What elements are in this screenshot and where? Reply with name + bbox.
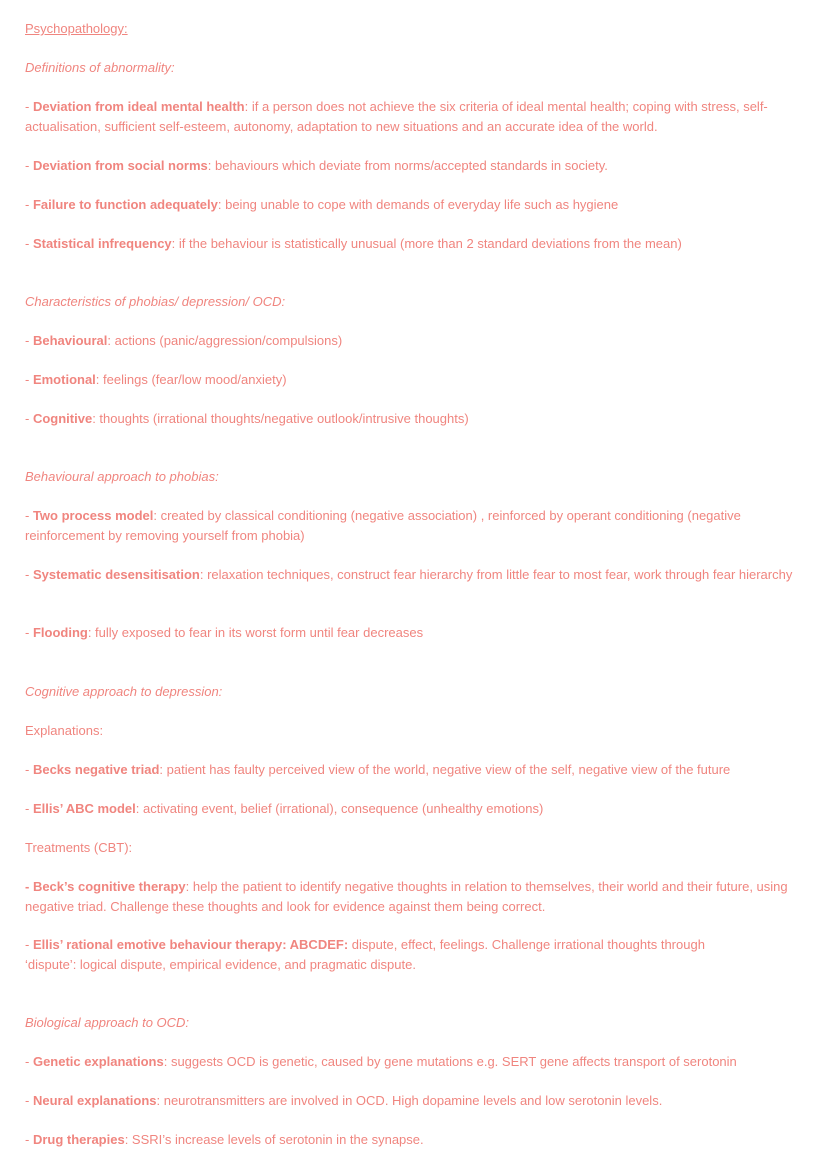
item-term: Deviation from social norms (32, 158, 208, 173)
list-item: - Two process model: created by classical conditioning (negative association) , reinforced by operant conditioning (negative reinforcement by removing yourself from phobia) (25, 508, 741, 543)
item-term: Systematic desensitisation (32, 567, 200, 582)
list-item: - Deviation from ideal mental health: if a person does not achieve the six criteria of ideal mental health; coping with stress, self-actualisation, sufficient self-esteem, autonomy, adaptation to new situations and an accurate idea of the world. (25, 99, 768, 134)
item-term: - Beck’s cognitive therapy (25, 879, 186, 894)
list-item: - Beck’s cognitive therapy: help the patient to identify negative thoughts in relation to themselves, their world and their future, using negative triad. Challenge these thoughts and look for evidence against them being correct. (25, 879, 788, 914)
item-term: Behavioural (32, 333, 108, 348)
list-item: - Cognitive: thoughts (irrational thoughts/negative outlook/intrusive thoughts) (25, 411, 469, 426)
list-item: - Ellis’ rational emotive behaviour therapy: ABCDEF: dispute, effect, feelings. Challenge irrational thoughts through ‘dispute’: logical dispute, empirical evidence, and pragmatic dispute. (25, 937, 705, 972)
item-term: Cognitive (32, 411, 93, 426)
list-item: - Emotional: feelings (fear/low mood/anxiety) (25, 372, 287, 387)
treatments-label: Treatments (CBT): (25, 840, 133, 855)
item-term: Two process model (32, 508, 154, 523)
document-title: Psychopathology: (25, 21, 128, 36)
item-term: Flooding (32, 625, 88, 640)
list-item: - Genetic explanations: suggests OCD is genetic, caused by gene mutations e.g. SERT gene affects transport of serotonin (25, 1054, 737, 1069)
item-term: Genetic explanations (32, 1054, 164, 1069)
explanations-label: Explanations: (25, 723, 104, 738)
section-heading-biological: Biological approach to OCD: (25, 1015, 190, 1030)
list-item: - Ellis’ ABC model: activating event, belief (irrational), consequence (unhealthy emotions) (25, 801, 544, 816)
item-term: Becks negative triad (32, 762, 160, 777)
section-heading-characteristics: Characteristics of phobias/ depression/ OCD: (25, 294, 286, 309)
list-item: - Systematic desensitisation: relaxation techniques, construct fear hierarchy from little fear to most fear, work through fear hierarchy (25, 567, 793, 582)
list-item: - Deviation from social norms: behaviours which deviate from norms/accepted standards in society. (25, 158, 608, 173)
item-term: Neural explanations (32, 1093, 157, 1108)
item-term: Drug therapies (32, 1132, 125, 1147)
list-item: - Failure to function adequately: being unable to cope with demands of everyday life such as hygiene (25, 197, 619, 212)
item-term: Failure to function adequately (32, 197, 218, 212)
list-item: - Drug therapies: SSRI’s increase levels of serotonin in the synapse. (25, 1132, 424, 1147)
list-item: - Becks negative triad: patient has faulty perceived view of the world, negative view of the self, negative view of the future (25, 762, 731, 777)
item-term: Ellis’ ABC model (32, 801, 136, 816)
section-heading-behavioural: Behavioural approach to phobias: (25, 469, 219, 484)
list-item: - Statistical infrequency: if the behaviour is statistically unusual (more than 2 standard deviations from the mean) (25, 236, 682, 251)
section-heading-definitions: Definitions of abnormality: (25, 60, 175, 75)
list-item: - Flooding: fully exposed to fear in its worst form until fear decreases (25, 625, 424, 640)
item-term: Deviation from ideal mental health (32, 99, 245, 114)
item-term: Statistical infrequency (32, 236, 172, 251)
section-heading-cognitive: Cognitive approach to depression: (25, 684, 223, 699)
item-term: Ellis’ rational emotive behaviour therapy: ABCDEF: (32, 937, 349, 952)
item-term: Emotional (32, 372, 96, 387)
list-item: - Behavioural: actions (panic/aggression/compulsions) (25, 333, 343, 348)
list-item: - Neural explanations: neurotransmitters are involved in OCD. High dopamine levels and low serotonin levels. (25, 1093, 663, 1108)
